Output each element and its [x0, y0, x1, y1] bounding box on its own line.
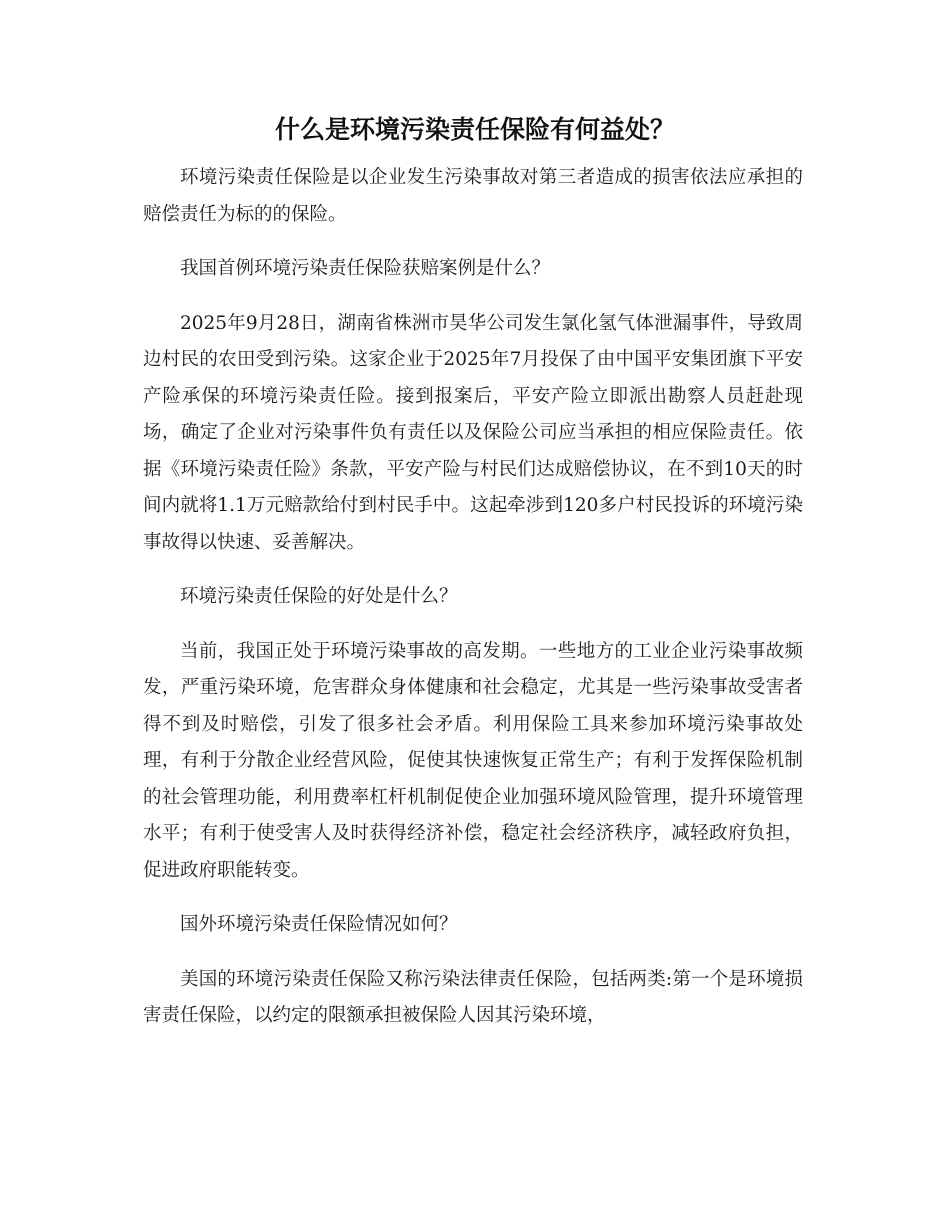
paragraph-foreign: 美国的环境污染责任保险又称污染法律责任保险，包括两类:第一个是环境损害责任保险，以约定的限额承担被保险人因其污染环境，: [143, 968, 803, 1026]
document-title: 什么是环境污染责任保险有何益处？: [274, 115, 675, 144]
question-benefits: 环境污染责任保险的好处是什么？: [180, 586, 458, 607]
document-body: [143, 160, 803, 1053]
paragraph-benefits: 当前，我国正处于环境污染事故的高发期。一些地方的工业企业污染事故频发，严重污染环境，危害群众身体健康和社会稳定，尤其是一些污染事故受害者得不到及时赔偿，引发了很多社会矛盾。利用保险工具来参加环境污染事故处理，有利于分散企业经营风险，促使其快速恢复正常生产；有利于发挥保险机制的社会管理功能，利用费率杠杆机制促使企业加强环境风险管理，提升环境管理水平；有利于使受害人及时获得经济补偿，稳定社会经济秩序，减轻政府负担，促进政府职能转变。: [143, 640, 803, 881]
paragraph-first-case: 2025年9月28日，湖南省株洲市昊华公司发生氯化氢气体泄漏事件，导致周边村民的农田受到污染。这家企业于2025年7月投保了由中国平安集团旗下平安产险承保的环境污染责任险。接到报案后，平安产险立即派出勘察人员赶赴现场，确定了企业对污染事件负有责任以及保险公司应当承担的相应保险责任。依据《环境污染责任险》条款，平安产险与村民们达成赔偿协议，在不到10天的时间内就将1.1万元赔款给付到村民手中。这起牵涉到120多户村民投诉的环境污染事故得以快速、妥善解决。: [143, 312, 803, 553]
question-foreign: 国外环境污染责任保险情况如何？: [180, 914, 458, 935]
question-first-case: 我国首例环境污染责任保险获赔案例是什么？: [180, 258, 551, 279]
paragraph-definition: 环境污染责任保险是以企业发生污染事故对第三者造成的损害依法应承担的赔偿责任为标的的保险。: [143, 167, 803, 225]
